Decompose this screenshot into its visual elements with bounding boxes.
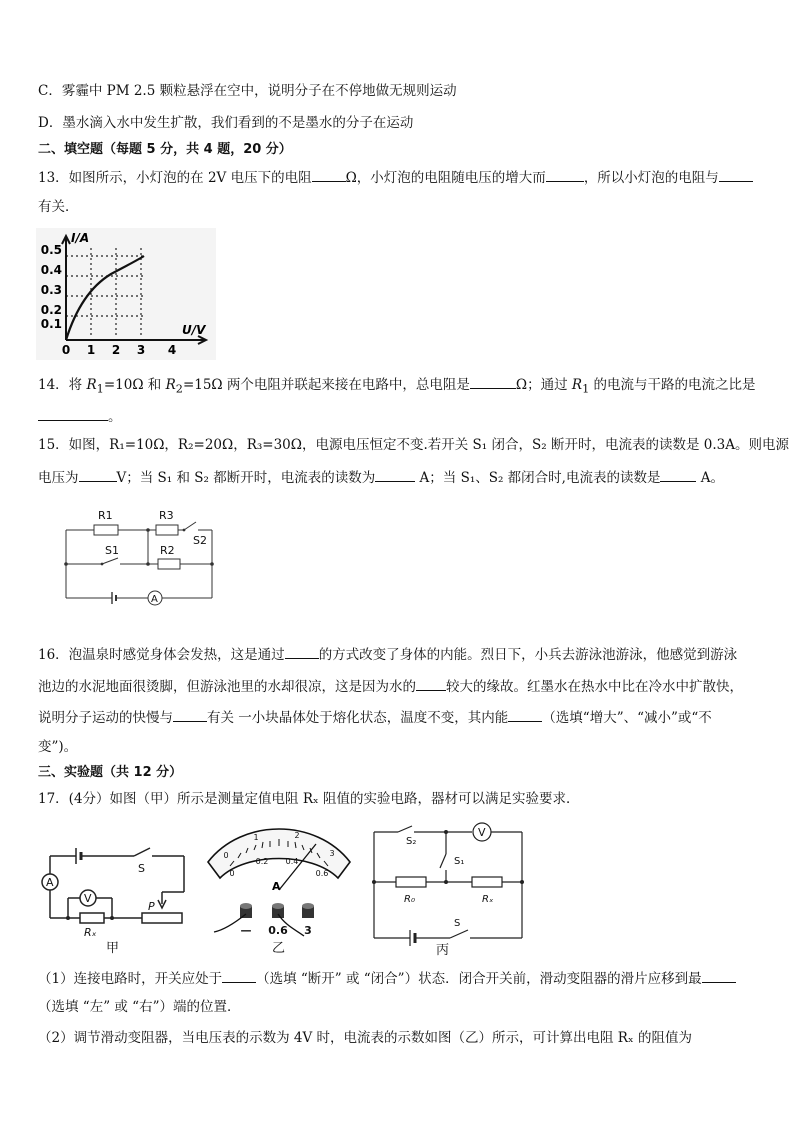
q16-text: 池边的水泥地面很烫脚，但游泳池里的水却很凉，这是因为水的 — [38, 679, 416, 695]
x-tick: 2 — [111, 343, 121, 357]
label-ammeter: A — [46, 876, 54, 889]
q15-text: V；当 S₁ 和 S₂ 都断开时，电流表的读数为 — [116, 470, 376, 486]
q16-line2 — [38, 676, 743, 696]
label-r3: R3 — [159, 509, 174, 522]
resistor-r3 — [156, 525, 178, 535]
q15-text: 电压为 — [38, 470, 79, 486]
label-s1: S₁ — [454, 856, 465, 867]
q16-text: 较大的缘故。红墨水在热水中比在冷水中扩散快， — [446, 679, 743, 695]
label-rx: Rₓ — [482, 894, 494, 905]
q16-text: 的方式改变了身体的内能。烈日下，小兵去游泳池游泳，他感觉到游泳 — [318, 647, 738, 663]
q17-blank-2[interactable] — [702, 968, 736, 983]
q17-line1: 17．(4分）如图（甲）所示是测量定值电阻 Rₓ 阻值的实验电路，器材可以满足实验要求． — [38, 791, 580, 807]
label-r0: R₀ — [404, 894, 415, 905]
section-heading-fill-in: 二、填空题（每题 5 分，共 4 题，20 分） — [38, 142, 292, 157]
r1-subscript: 1 — [582, 382, 590, 396]
switch-s2 — [398, 826, 412, 832]
ammeter-unit: A — [272, 880, 281, 893]
q14-text: 14．将 — [38, 377, 87, 393]
x-tick: 0 — [61, 343, 71, 357]
option-c: C．雾霾中 PM 2.5 颗粒悬浮在空中，说明分子在不停地做无规则运动 — [38, 83, 457, 99]
q16-text: 16．泡温泉时感觉身体会发热，这是通过 — [38, 647, 285, 663]
terminal-label: 0.6 — [268, 924, 288, 937]
resistor-rx — [80, 913, 104, 923]
q17-blank-1[interactable] — [222, 968, 256, 983]
q13-blank-1[interactable] — [312, 167, 346, 182]
option-d: D．墨水滴入水中发生扩散，我们看到的不是墨水的分子在运动 — [38, 115, 414, 131]
q14-line1 — [38, 374, 756, 399]
figure-yi-ammeter — [202, 826, 356, 958]
label-r2: R2 — [160, 544, 175, 557]
q16-line3 — [38, 707, 712, 727]
y-tick: 0.4 — [40, 263, 62, 277]
q14-text: Ω；通过 — [515, 377, 572, 393]
q15-line2 — [38, 467, 724, 487]
q13-line2: 有关． — [38, 199, 79, 215]
r2-subscript: 2 — [175, 382, 183, 396]
scale-bottom-label: 0.6 — [315, 869, 329, 878]
label-voltmeter: V — [84, 892, 92, 905]
resistor-rx — [472, 877, 502, 887]
x-tick: 1 — [86, 343, 96, 357]
q17-sub1-line2: （选填 “左” 或 “右”）端的位置． — [38, 999, 241, 1015]
scale-bottom-label: 0 — [229, 869, 235, 878]
scale-bottom-label: 0.4 — [285, 857, 299, 866]
x-axis-label: U/V — [182, 323, 206, 337]
q17-text: （选填 “断开” 或 “闭合”）状态．闭合开关前，滑动变阻器的滑片应移到最 — [256, 971, 702, 987]
r1-symbol: R — [86, 377, 97, 393]
q16-text: （选填“增大”、“减小”或“不 — [542, 710, 712, 726]
terminal-label: 3 — [304, 924, 312, 937]
iu-graph — [36, 228, 216, 360]
y-tick: 0.2 — [40, 303, 62, 317]
y-axis-label: I/A — [71, 231, 90, 245]
q13-line1 — [38, 167, 753, 187]
q15-circuit-diagram — [58, 502, 222, 610]
q13-text-2: Ω，小灯泡的电阻随电压的增大而 — [345, 170, 546, 186]
q14-blank-1[interactable] — [470, 374, 516, 389]
scale-top-label: 3 — [329, 849, 335, 858]
caption-yi: 乙 — [272, 941, 286, 956]
q14-blank-2[interactable] — [38, 406, 108, 421]
resistor-r1 — [94, 525, 118, 535]
y-tick: 0.3 — [40, 283, 62, 297]
label-s1: S1 — [105, 544, 119, 557]
q14-text: =15Ω 两个电阻并联起来接在电路中，总电阻是 — [182, 377, 470, 393]
x-tick: 4 — [167, 343, 177, 357]
scale-top-label: 0 — [223, 851, 229, 860]
q14-text: 的电流与干路的电流之比是 — [589, 377, 756, 393]
label-rx: Rₓ — [84, 926, 97, 939]
label-s: S — [454, 918, 461, 929]
section-heading-experiment: 三、实验题（共 12 分） — [38, 765, 183, 780]
switch-s1 — [440, 854, 446, 868]
q13-text-3: ，所以小灯泡的电阻与 — [583, 170, 719, 186]
switch-s2 — [184, 522, 196, 530]
label-r1: R1 — [98, 509, 113, 522]
q17-sub2-line1: （2）调节滑动变阻器，当电压表的示数为 4V 时，电流表的示数如图（乙）所示，可计算出电阻 Rₓ 的阻值为 — [38, 1030, 692, 1046]
q15-text: A。 — [696, 470, 725, 486]
switch-s1 — [102, 558, 118, 564]
y-tick: 0.5 — [40, 243, 62, 257]
x-tick: 3 — [136, 343, 146, 357]
q16-blank-3[interactable] — [173, 707, 207, 722]
label-s2: S₂ — [406, 836, 417, 847]
q15-text: A；当 S₁、S₂ 都闭合时,电流表的读数是 — [415, 470, 661, 486]
r2-symbol: R — [165, 377, 176, 393]
resistor-r0 — [396, 877, 426, 887]
q17-text: （1）连接电路时，开关应处于 — [38, 971, 223, 987]
r1-symbol: R — [571, 377, 583, 393]
label-s: S — [138, 862, 145, 875]
caption-jia: 甲 — [106, 941, 120, 954]
q14-line2 — [38, 406, 122, 426]
terminals — [240, 903, 314, 918]
q15-blank-2[interactable] — [375, 467, 415, 482]
q16-line1 — [38, 644, 737, 664]
q16-text: 说明分子运动的快慢与 — [38, 710, 173, 726]
q14-text: =10Ω 和 — [103, 377, 166, 393]
label-slider-p: P — [148, 900, 155, 913]
scale-top-label: 1 — [253, 833, 259, 842]
scale-bottom-label: 0.2 — [255, 857, 269, 866]
q14-text: 。 — [108, 409, 122, 425]
q15-blank-3[interactable] — [660, 467, 696, 482]
caption-bing: 丙 — [436, 943, 450, 956]
q16-line4: 变”)。 — [38, 739, 78, 755]
q13-text-1: 13．如图所示，小灯泡的在 2V 电压下的电阻 — [38, 170, 312, 186]
q15-line1: 15．如图，R₁=10Ω，R₂=20Ω，R₃=30Ω，电源电压恒定不变.若开关 S₁ 闭合，S₂ 断开时，电流表的读数是 0.3A。则电源 — [38, 437, 789, 453]
figure-bing-circuit — [366, 822, 536, 956]
q15-blank-1[interactable] — [79, 467, 117, 482]
q16-blank-1[interactable] — [285, 644, 319, 659]
terminal-label: — — [240, 924, 252, 937]
switch-s — [134, 848, 150, 856]
y-tick: 0.1 — [40, 317, 62, 331]
q16-blank-4[interactable] — [508, 707, 542, 722]
switch-s — [450, 930, 468, 938]
rheostat — [142, 913, 182, 923]
label-ammeter: A — [151, 594, 158, 605]
scale-top-label: 2 — [294, 831, 300, 840]
resistor-r2 — [158, 559, 180, 569]
q13-blank-2[interactable] — [546, 167, 584, 182]
q16-text: 有关 一小块晶体处于熔化状态，温度不变，其内能 — [207, 710, 509, 726]
r1-subscript: 1 — [96, 382, 104, 396]
label-s2: S2 — [193, 534, 207, 547]
q16-blank-2[interactable] — [416, 676, 446, 691]
q17-sub1-line1 — [38, 968, 736, 988]
figure-jia-circuit — [36, 832, 194, 954]
label-voltmeter: V — [478, 826, 486, 839]
q13-blank-3[interactable] — [719, 167, 753, 182]
